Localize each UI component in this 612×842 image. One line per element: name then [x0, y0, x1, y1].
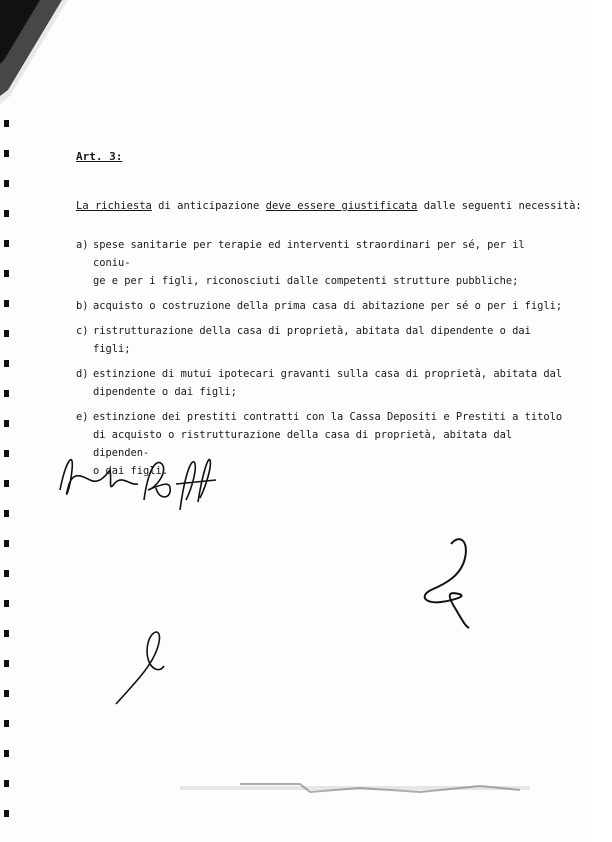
- item-letter: d): [76, 368, 89, 380]
- item-text: ristrutturazione della casa di proprietà, abitata dal dipendente o dai figli;: [93, 325, 531, 355]
- intro-underlined: deve essere giustificata: [265, 200, 418, 212]
- handwritten-signature-1: [52, 440, 222, 520]
- item-text: acquisto o costruzione della prima casa di abitazione per sé o per i figli;: [93, 300, 563, 312]
- item-letter: e): [76, 411, 89, 423]
- item-letter: b): [76, 300, 89, 312]
- article-title: Art. 3:: [76, 150, 123, 163]
- item-text: estinzione di mutui ipotecari gravanti sulla casa di proprietà, abitata dal dipendente o dai figli;: [93, 368, 563, 398]
- intro-mid: di anticipazione: [151, 200, 266, 212]
- item-letter: a): [76, 239, 89, 251]
- item-text: spese sanitarie per terapie ed interventi straordinari per sé, per il coniu- ge e per i figli, riconosciuti dalle competenti strutture pubbliche;: [93, 239, 525, 287]
- scan-edge: [586, 0, 612, 842]
- list-item: [76, 297, 566, 315]
- list-item: [76, 322, 566, 358]
- list-item: [76, 236, 566, 290]
- intro-prefix: La richiesta: [76, 200, 152, 212]
- handwritten-signature-3: [112, 626, 172, 708]
- binding-holes: [0, 0, 14, 842]
- item-letter: c): [76, 325, 89, 337]
- intro-suffix: dalle seguenti necessità:: [417, 200, 582, 212]
- scan-noise-strip: [180, 778, 530, 798]
- list-item: [76, 365, 566, 401]
- item-text: estinzione dei prestiti contratti con la Cassa Depositi e Prestiti a titolo di acquisto o ristrutturazione della casa di proprietà, abitata dal dipenden- o dai figli.: [93, 411, 563, 477]
- handwritten-signature-2: [415, 534, 485, 634]
- article-intro: [76, 200, 596, 212]
